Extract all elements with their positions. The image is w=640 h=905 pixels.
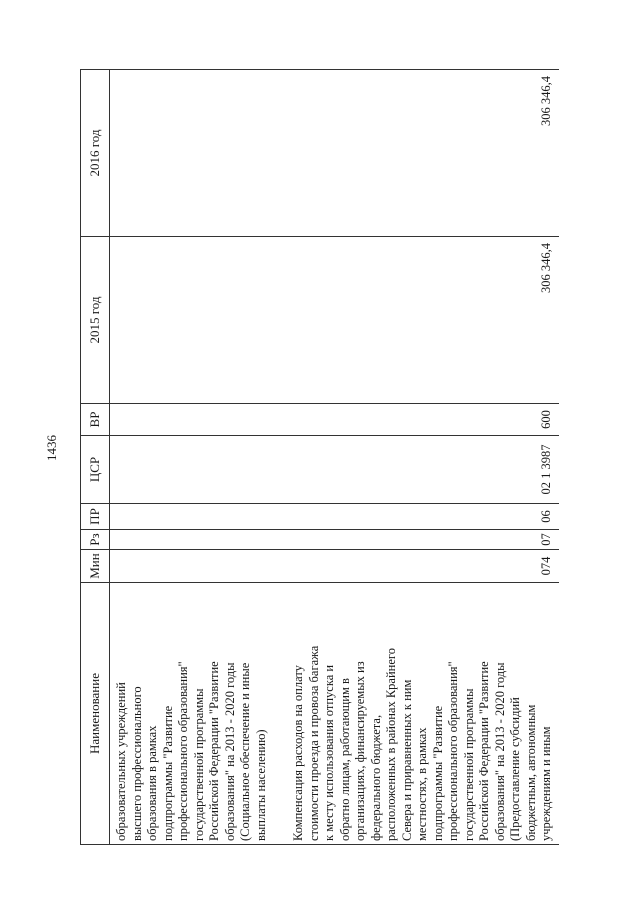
name-line: образования" на 2013 - 2020 годы — [492, 662, 507, 841]
name-line: расположенных в районах Крайнего — [384, 648, 398, 841]
name-line: Севера и приравненных к ним — [399, 679, 414, 841]
header-csr: ЦСР — [81, 436, 110, 504]
name-line: федерального бюджета, — [368, 714, 383, 841]
name-line: высшего профессионального — [129, 686, 144, 841]
name-line: Российской Федерации "Развитие — [207, 661, 221, 841]
name-line: стоимости проезда и провоза багажа — [306, 645, 321, 841]
header-vr: ВР — [81, 404, 110, 436]
header-min: Мин — [81, 550, 110, 583]
vr-cell — [110, 404, 274, 436]
pr-cell — [110, 504, 274, 530]
name-line: (Предоставление субсидий — [508, 697, 522, 841]
row-name-cell — [287, 583, 559, 845]
name-line: (Социальное обеспечение и иные — [238, 662, 252, 841]
name-line: Компенсация расходов на оплату — [291, 665, 305, 841]
table-row — [110, 70, 274, 845]
row-gap — [273, 70, 287, 845]
vr-cell: 600 — [287, 404, 559, 436]
amount-2015-cell — [110, 237, 274, 404]
header-pr: ПР — [81, 504, 110, 530]
name-line: подпрограммы "Развитие — [160, 705, 175, 841]
header-2016: 2016 год — [81, 70, 110, 237]
name-line: к месту использования отпуска и — [322, 664, 336, 841]
name-line: выплаты населению) — [253, 729, 268, 841]
name-line: бюджетным, автономным — [523, 704, 538, 841]
header-row — [81, 70, 110, 845]
csr-cell — [110, 436, 274, 504]
name-line: местностях, в рамках — [415, 727, 429, 841]
name-line: образовательных учреждений — [114, 682, 128, 841]
name-line: государственной программы — [461, 688, 476, 841]
rz-cell: 07 — [287, 530, 559, 550]
name-line: профессионального образования" — [176, 661, 190, 841]
name-line: подпрограммы "Развитие — [430, 705, 445, 841]
pr-cell: 06 — [287, 504, 559, 530]
min-cell — [110, 550, 274, 583]
name-line: образования" на 2013 - 2020 годы — [222, 662, 237, 841]
csr-cell: 02 1 3987 — [287, 436, 559, 504]
name-line: профессионального образования" — [446, 661, 460, 841]
name-line: организациях, финансируемых из — [353, 661, 367, 841]
rotated-table-container — [80, 70, 590, 845]
header-2015: 2015 год — [81, 237, 110, 404]
header-rz: Рз — [81, 530, 110, 550]
min-cell: 074 — [287, 550, 559, 583]
header-name: Наименование — [81, 583, 110, 845]
name-line: образования в рамках — [145, 725, 159, 841]
amount-2016-cell — [110, 70, 274, 237]
amount-2015-cell: 306 346,4 — [287, 237, 559, 404]
rz-cell — [110, 530, 274, 550]
name-line: государственной программы — [191, 688, 206, 841]
name-line: Российской Федерации "Развитие — [477, 661, 491, 841]
name-line: обратно лицам, работающим в — [337, 678, 352, 841]
table-row — [287, 70, 559, 845]
name-line: учреждениям и иным — [539, 726, 553, 841]
page-number: 1436 — [44, 435, 59, 461]
amount-2016-cell: 306 346,4 — [287, 70, 559, 237]
budget-table — [80, 69, 559, 845]
row-name-cell — [110, 583, 274, 845]
